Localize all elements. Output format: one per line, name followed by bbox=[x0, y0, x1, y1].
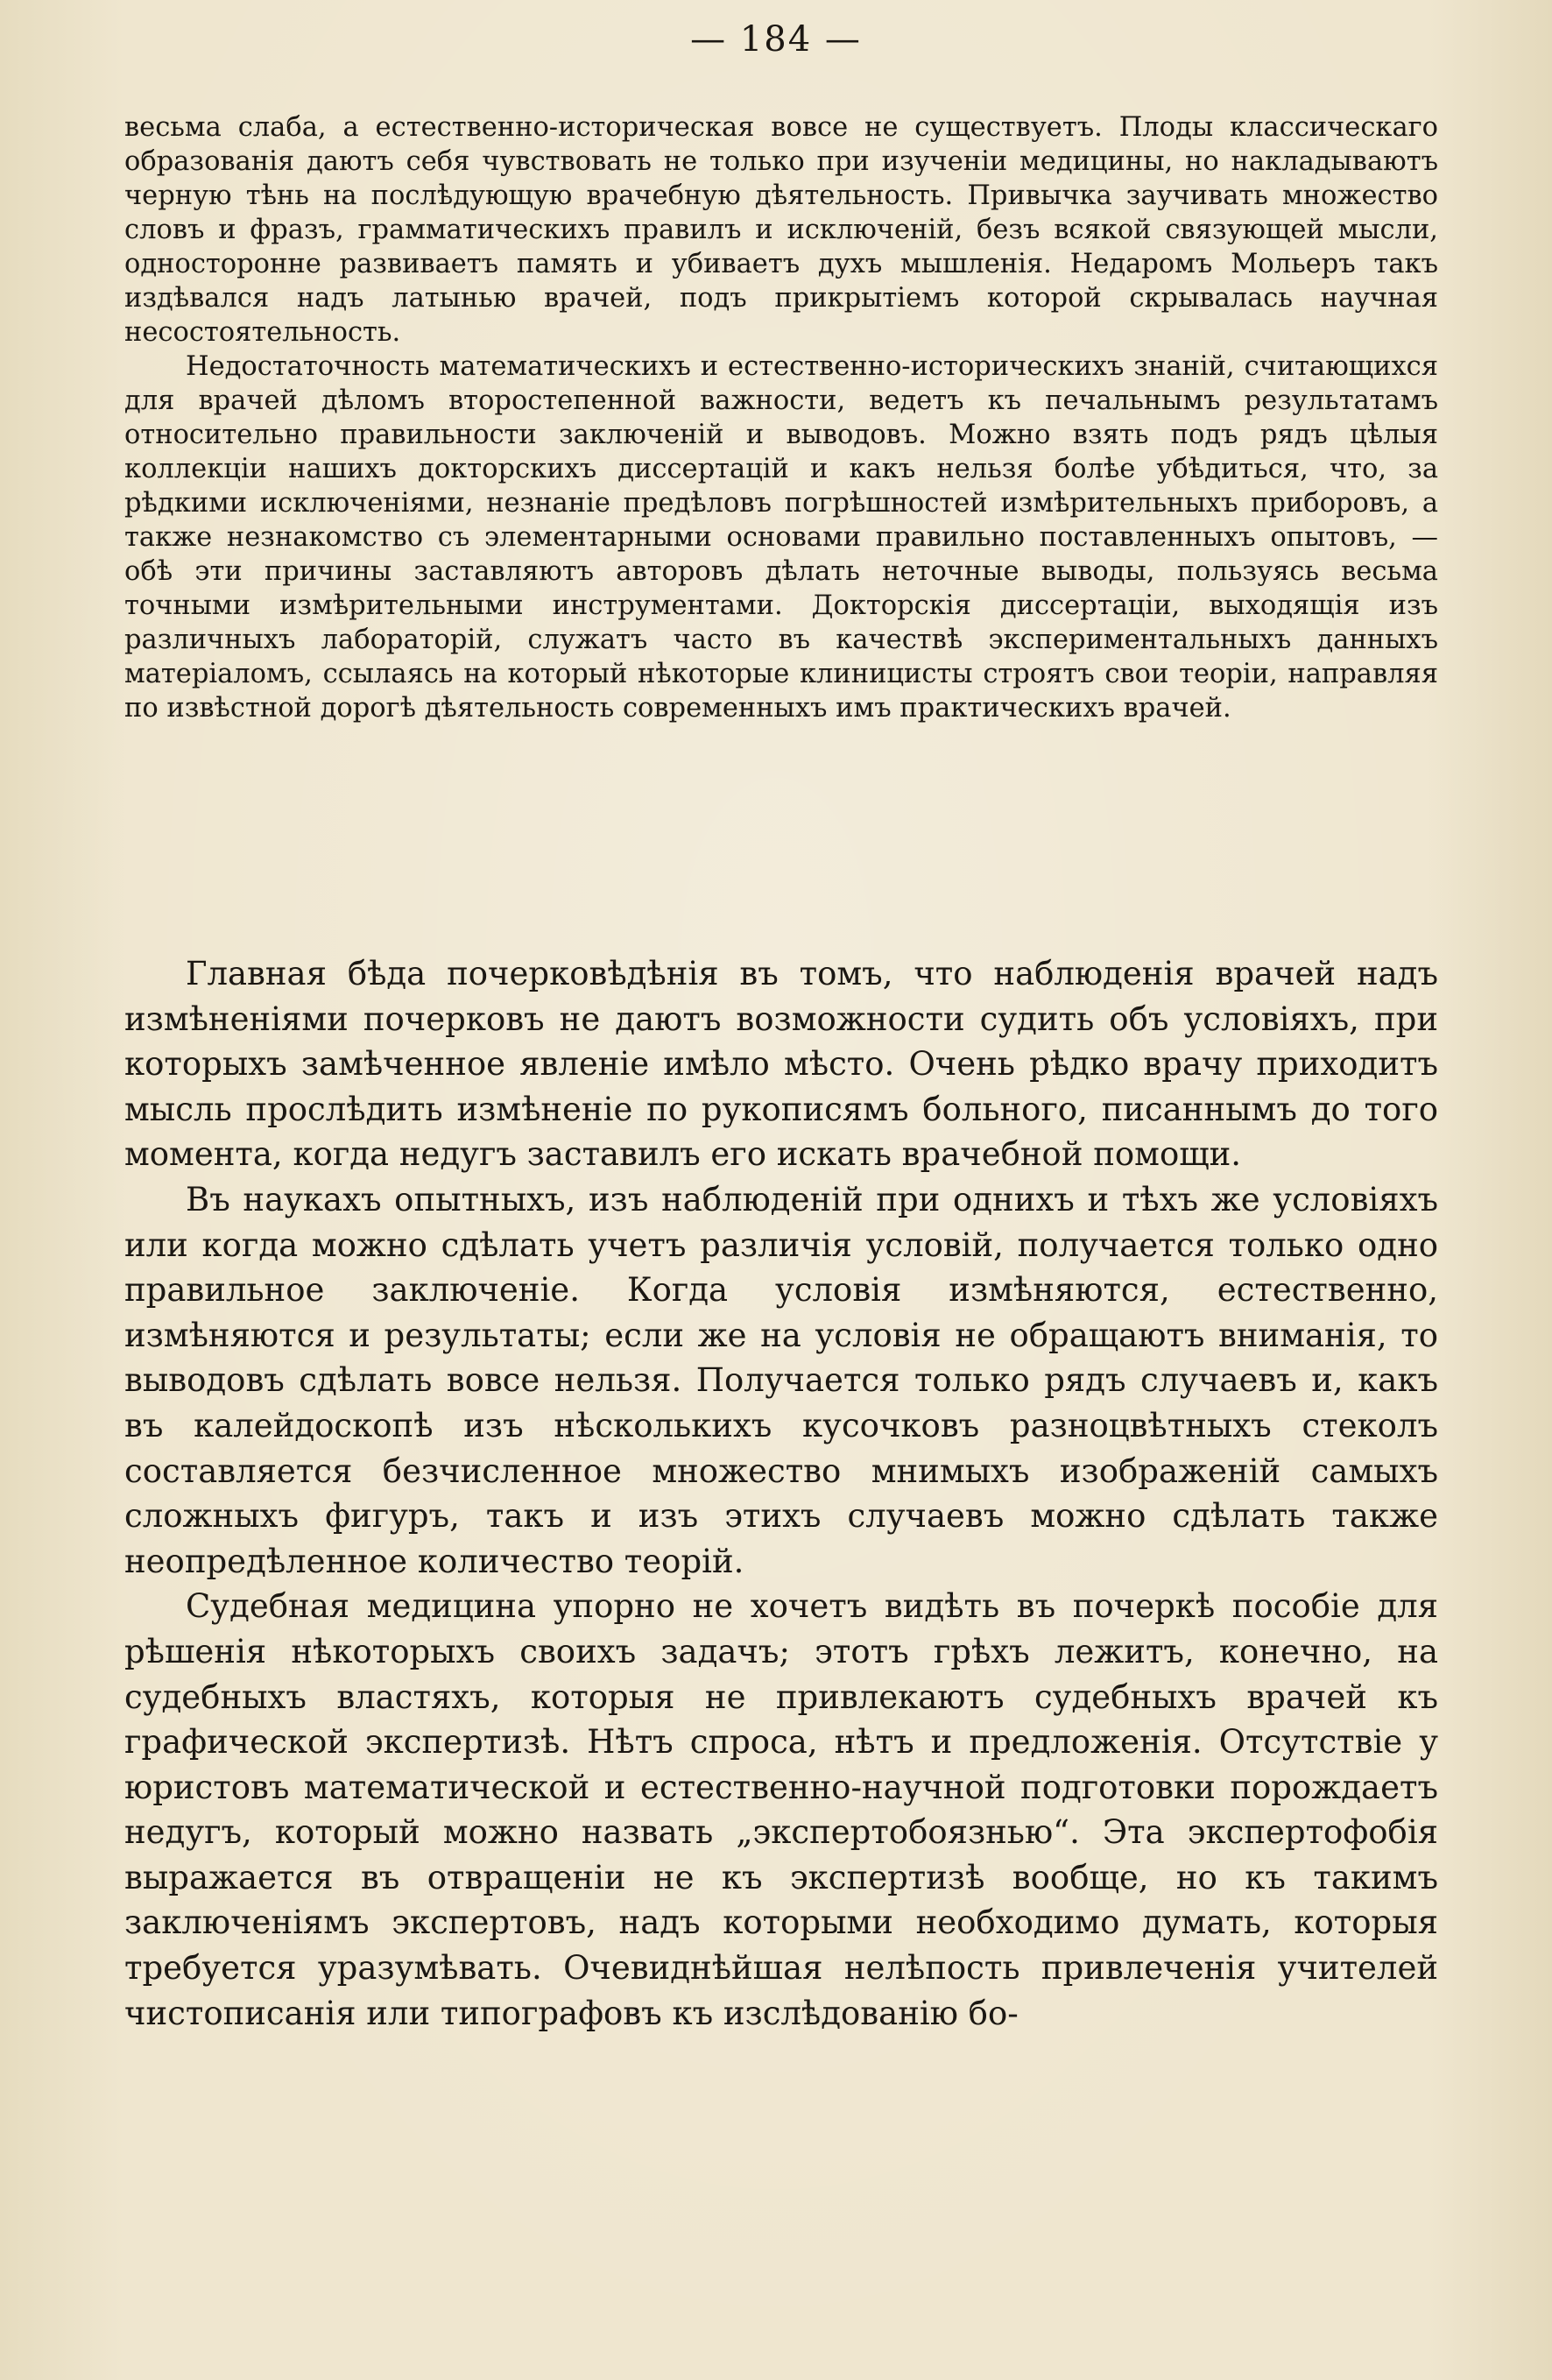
paragraph: Недостаточность математическихъ и естественно-историческихъ знаній, считающихся для врачей дѣломъ второстепенной важности, ведетъ къ печальнымъ результатамъ относительно правильности заключеній и выводовъ. Можно взять подъ рядъ цѣлыя коллекціи нашихъ докторскихъ диссертацій и какъ нельзя болѣе убѣдиться, что, за рѣдкими исключеніями, незнаніе предѣловъ погрѣшностей измѣрительныхъ приборовъ, а также незнакомство съ элементарными основами правильно поставленныхъ опытовъ, — обѣ эти причины заставляютъ авторовъ дѣлать неточные выводы, пользуясь весьма точными измѣрительными инструментами. Докторскія диссертаціи, выходящія изъ различныхъ лабораторій, служатъ часто въ качествѣ экспериментальныхъ данныхъ матеріаломъ, ссылаясь на который нѣкоторые клиницисты строятъ свои теоріи, направляя по извѣстной дорогѣ дѣятельность современныхъ имъ практическихъ врачей. bbox=[124, 351, 1438, 724]
paragraph: Главная бѣда почерковѣдѣнія въ томъ, что наблюденія врачей надъ измѣненіями почерковъ не даютъ возможности судить объ условіяхъ, при которыхъ замѣченное явленіе имѣло мѣсто. Очень рѣдко врачу приходитъ мысль прослѣдить измѣненіе по рукописямъ больного, писаннымъ до того момента, когда недугъ заставилъ его искать врачебной помощи. bbox=[124, 955, 1438, 1174]
paragraph: весьма слаба, а естественно-историческая вовсе не существуетъ. Плоды классическаго образованія даютъ себя чувствовать не только при изученіи медицины, но накладываютъ черную тѣнь на послѣдующую врачебную дѣятельность. Привычка заучивать множество словъ и фразъ, грамматическихъ правилъ и исключеній, безъ всякой связующей мысли, односторонне развиваетъ память и убиваетъ духъ мышленія. Недаромъ Мольеръ такъ издѣвался надъ латынью врачей, подъ прикрытіемъ которой скрывалась научная несостоятельность. bbox=[124, 112, 1438, 348]
main-text-block bbox=[124, 951, 1438, 2036]
small-print-block bbox=[124, 110, 1438, 725]
page-number: — 184 — bbox=[690, 19, 862, 60]
paragraph: Въ наукахъ опытныхъ, изъ наблюденій при однихъ и тѣхъ же условіяхъ или когда можно сдѣлать учетъ различія условій, получается только одно правильное заключеніе. Когда условія измѣняются, естественно, измѣняются и результаты; если же на условія не обращаютъ вниманія, то выводовъ сдѣлать вовсе нельзя. Получается только рядъ случаевъ и, какъ въ калейдоскопѣ изъ нѣсколькихъ кусочковъ разноцвѣтныхъ стеколъ составляется безчисленное множество мнимыхъ изображеній самыхъ сложныхъ фигуръ, такъ и изъ этихъ случаевъ можно сдѣлать также неопредѣленное количество теорій. bbox=[124, 1180, 1438, 1580]
paragraph: Судебная медицина упорно не хочетъ видѣть въ почеркѣ пособіе для рѣшенія нѣкоторыхъ своихъ задачъ; этотъ грѣхъ лежитъ, конечно, на судебныхъ властяхъ, которыя не привлекаютъ судебныхъ врачей къ графической экспертизѣ. Нѣтъ спроса, нѣтъ и предложенія. Отсутствіе у юристовъ математической и естественно-научной подготовки порождаетъ недугъ, который можно назвать „экспертобоязнью“. Эта экспертофобія выражается въ отвращеніи не къ экспертизѣ вообще, но къ такимъ заключеніямъ экспертовъ, надъ которыми необходимо думать, которыя требуется уразумѣвать. Очевиднѣйшая нелѣпость привлеченія учителей чистописанія или типографовъ къ изслѣдованію бо- bbox=[124, 1587, 1438, 2032]
